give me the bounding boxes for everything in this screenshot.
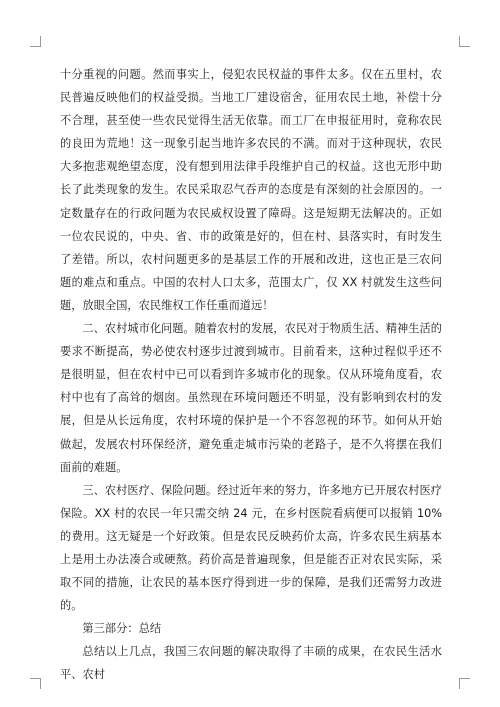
crop-mark-bottom-left: [30, 678, 41, 689]
crop-mark-top-right: [459, 36, 470, 47]
crop-mark-top-left: [30, 36, 41, 47]
paragraph-summary: 总结以上几点，我国三农问题的解决取得了丰硕的成果，在农民生活水平、农村: [60, 645, 442, 682]
crop-mark-bottom-right: [459, 678, 470, 689]
section-heading-summary: 第三部分：总结: [82, 622, 162, 636]
paragraph-rights-issue: 十分重视的问题。然而事实上，侵犯农民权益的事件太多。仅在五里村，农民普遍反映他们的权益受损。当地工厂建设宿舍，征用农民土地，补偿十分不合理，甚至使一些农民觉得生活无依靠。而工厂在申报征用时，竟称农民的良田为荒地！这一现象引起当地许多农民的不满。而对于这种现状，农民大多抱悲观绝望态度，没有想到用法律手段维护自己的权益。这也无形中助长了此类现象的发生。农民采取忍气吞声的态度是有深刻的社会原因的。一定数量存在的行政问题为农民威权设置了障碍。这是短期无法解决的。正如一位农民说的，中央、省、市的政策是好的，但在村、县落实时，有时发生了差错。所以，农村问题更多的是基层工作的开展和改进，这也正是三农问题的难点和重点。中国的农村人口太多，范围太广，仅 XX 村就发生这些问题，放眼全国，农民维权工作任重而道远！: [60, 68, 442, 312]
paragraph-urbanization: 二、农村城市化问题。随着农村的发展，农民对于物质生活、精神生活的要求不断提高，势必使农村逐步过渡到城市。目前看来，这种过程似乎还不是很明显，但在农村中已可以看到许多城市化的现象。仅从环境角度看，农村中也有了高耸的烟囱。虽然现在环境问题还不明显，没有影响到农村的发展，但是从长远角度，农村环境的保护是一个不容忽视的环节。如何从开始做起，发展农村环保经济，避免重走城市污染的老路子，是不久将摆在我们面前的难题。: [60, 322, 442, 474]
document-body: [60, 63, 442, 687]
paragraph-medical-insurance: 三、农村医疗、保险问题。经过近年来的努力，许多地方已开展农村医疗保险。XX 村的农民一年只需交纳 24 元，在乡村医院看病便可以报销 10%的费用。这无疑是一个好政策。但是农民反映药价太高，许多农民生病基本上是用土办法凑合或硬熬。药价高是普遍现象，但是能否正对农民实际，采取不同的措施，让农民的基本医疗得到进一步的保障，是我们还需努力改进的。: [60, 483, 442, 613]
